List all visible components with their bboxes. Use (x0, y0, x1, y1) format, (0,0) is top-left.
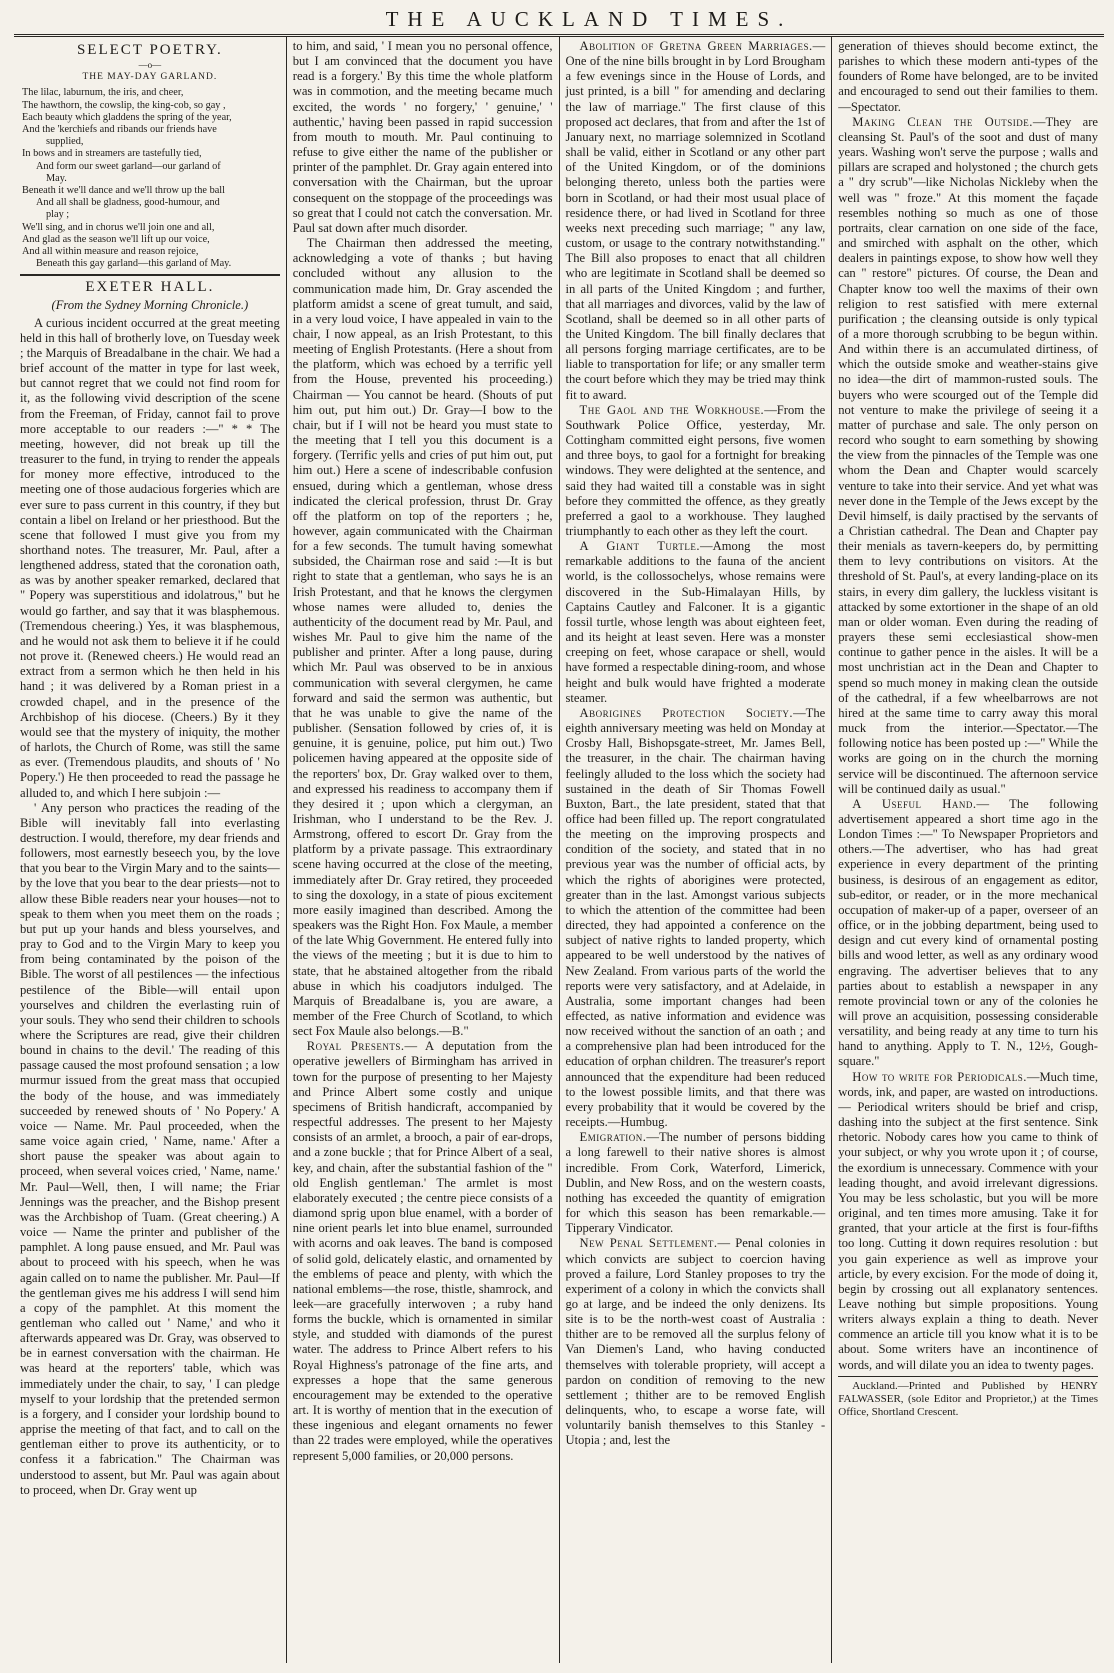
penal-settlement-article (566, 1236, 826, 1448)
periodicals-article (838, 1070, 1098, 1373)
imprint-divider (838, 1376, 1098, 1377)
aborigines-article (566, 706, 826, 1130)
aborigines-heading: Aborigines Protection Society. (579, 705, 794, 720)
gaol-workhouse-heading: The Gaol and the Workhouse. (579, 402, 765, 417)
poem-line: And glad as the season we'll lift up our voice, (22, 233, 210, 245)
gaol-workhouse-article (566, 403, 826, 539)
giant-turtle-heading: A Giant Turtle. (579, 539, 701, 554)
emigration-heading: Emigration. (579, 1130, 647, 1145)
aborigines-body: —The eighth anniversary meeting was held on Monday at Crosby Hall, Bishopsgate-street, Mr. James Bell, the treasurer, in the chair. The chairman having feelingly alluded to the loss which the society had sustained in the death of Sir Thomas Fowell Buxton, Bart., the late president, stated that that office had been filled up. The report congratulated the meeting on the improving prospects and condition of the society, and stated that in no previous year was the number of official acts, by which the rights of aborigines were protected, greater than in the last. Amongst various subjects to which the attention of the committee had been directed, they had appointed a conference on the subject of native rights to landed property, which appeared to be well understood by the natives of New Zealand. From various parts of the world the reports were very satisfactory, and at Adelaide, in Australia, some important changes had been effected, as native information and evidence was now received without the sanction of an oath ; and a comprehensive plan had been introduced for the education of orphan children. The treasurer's report announced that the expenditure had been reduced to the lowest possible limits, and that there was every probability that it would be covered by the receipts.—Humbug. (565, 705, 826, 1130)
gretna-green-heading: Abolition of Gretna Green Marriages. (579, 39, 813, 53)
emigration-body: —The number of persons bidding a long farewell to their native shores is almost incredible. From Cork, Waterford, Limerick, Dublin, and New Ross, and on the western coasts, nothing has exceeded the quantity of emigration for which this season has been remarkable.—Tipperary Vindicator. (565, 1130, 826, 1236)
making-clean-heading: Making Clean the Outside. (852, 114, 1033, 129)
poem-title: THE MAY-DAY GARLAND. (82, 72, 218, 83)
masthead: THE AUCKLAND TIMES. (385, 7, 793, 31)
column-2 (286, 37, 559, 1663)
poem-line: And all shall be gladness, good-humour, and (36, 197, 220, 209)
gaol-workhouse-body: —From the Southwark Police Office, yesterday, Mr. Cottingham committed eight persons, five women and three boys, to gaol for a fortnight for breaking windows. They were delighted at the sentence, and said they had waited till a constable was in sight before they committed the offence, as they greatly preferred a gaol to a workhouse. They laughed triumphantly to each other as they left the court. (565, 402, 826, 538)
exeter-hall-paragraph: A curious incident occurred at the great meeting held in this hall of brotherly love, on Tuesday week ; the Marquis of Breadalbane in the chair. We had a brief account of the matter in type for last week, but cannot regret that we could not find room for it, as the following vivid description of the scene from the Freeman, of Friday, cannot fail to prove more acceptable to our readers :—" * * The meeting, however, did not break up till the treasurer to the fund, in trying to render the appeals for money more effective, introduced to the meeting one of those audacious forgeries which are ever sure to pass current in this country, if they but contain a libel on Ireland or her priesthood. But the scene that followed I must give you from my shorthand notes. The treasurer, Mr. Paul, after a lengthened address, stated that the coronation oath, as was by another speaker remarked, declared that " Popery was superstitious and idolatrous," but he would go farther, and say that it was blasphemous. (Tremendous cheering.) Yes, it was blasphemous, and he would not ask them to believe it if he could not prove it. (Renewed cheers.) He would read an extract from a sermon which he then held in his hand ; it was delivered by a Roman priest in a crowded chapel, and in the presence of the Archbishop of his diocese. (Cheers.) By it they would see that the mystery of iniquity, the mother of harlots, the Church of Rome, was still the same as ever. (Tremendous plaudits, and shouts of ' No Popery.') He then proceeded to read the passage he alluded to, and which I here subjoin :— (20, 315, 280, 800)
poem-line: May. (46, 172, 67, 184)
poem-line: In bows and in streamers are tastefully tied, (22, 148, 202, 160)
poem-line: And form our sweet garland—our garland of (36, 160, 221, 172)
column-1 (14, 37, 286, 1663)
poetry-separator: —o— (138, 60, 162, 71)
royal-presents-heading: Royal Presents. (306, 1039, 405, 1054)
exeter-hall-continued: The Chairman then addressed the meeting, acknowledging a vote of thanks ; but having concluded without any allusion to the communication made him, Dr. Gray ascended the platform amidst a scene of great tumult, and said, in a very loud voice, I have appealed in vain to the chair, I now appeal, as an Irish Protestant, to this meeting of English Protestants. (Here a shout from the platform, which was echoed by a terrific yell from the House, prevented his proceeding.) Chairman — You cannot be heard. (Shouts of put him out, put him out.) Dr. Gray—I bow to the chair, but if I will not be heard you must state to the meeting that I tell you this document is a forgery. (Terrific yells and cries of put him out, put him out.) Here a scene of indescribable confusion ensued, during which a gentleman, whose dress indicated the clerical profession, thrust Dr. Gray off the platform on top of the reporters ; he, however, again communicated with the Chairman for a few seconds. The tumult having somewhat subsided, the Chairman rose and said :—It is but right to state that a gentleman, who says he is an Irish Protestant, and that he knows the clergymen whose names were alluded to, denies the authenticity of the document read by Mr. Paul, and wishes Mr. Paul to give him the name of the publisher and printer. After a long pause, during which Mr. Paul was observed to be in anxious communication with several clergymen, he came forward and said the sermon was authentic, but that he was unable to give the name of the publisher. (Sensation followed by cries of, it is genuine, it is genuine, police, put him out.) Two policemen having appeared at the opposite side of the reporters' box, Dr. Gray walked over to them, and expressed his readiness to accompany them if they desired it ; upon which a clergyman, an Irishman, who I understand to be the Rev. J. Armstrong, offered to escort Dr. Gray from the platform by a private passage. This extraordinary scene having occurred at the close of the meeting, immediately after Dr. Gray retired, they proceeded to sing the doxology, in a state of pious excitement more easily imagined than described. Among the speakers was the Right Hon. Fox Maule, a member of the late Whig Government. He entered fully into the views of the meeting ; but it is due to him to state, that he abstained altogether from the ribald abuse in which his coadjutors indulged. The Marquis of Breadalbane is, you are aware, a member of the Free Church of Scotland, to which sect Fox Maule also belongs.—B." (292, 236, 553, 1039)
useful-hand-article (838, 797, 1098, 1070)
poem-line: The hawthorn, the cowslip, the king-cob, so gay , (22, 99, 226, 111)
penal-settlement-heading: New Penal Settlement. (579, 1236, 718, 1251)
column-3 (559, 37, 832, 1663)
poem-line: We'll sing, and in chorus we'll join one and all, (22, 221, 215, 233)
making-clean-article (838, 115, 1098, 797)
columns (14, 37, 1104, 1663)
penal-settlement-continued: generation of thieves should become extinct, the parishes to which these modern anti-types of the founders of Rome have belonged, are to be invited and encouraged to send out their families to them.—Spectator. (838, 39, 1098, 114)
poem-line: Each beauty which gladdens the spring of the year, (22, 111, 232, 123)
poem-line: Beneath it we'll dance and we'll throw up the ball (22, 184, 226, 196)
exeter-hall-paragraph: ' Any person who practices the reading of the Bible will inevitably fall into everlasting destruction. I would, therefore, my dear friends and followers, most earnestly beseech you, by the love that you bear to the Virgin Mary and to the saints—by the love that you bear to the dear priests—not to allow these Bible readers near your houses—not to speak to them when you meet them on the roads ; but put up your hands and bless yourselves, and pray to God and to the Virgin Mary to keep you from being contaminated by the poison of the Bible. The worst of all pestilences — the infectious pestilence of the Bible—will entail upon yourselves and children the everlasting ruin of your souls. They who send their children to schools where the Scriptures are read, give their children bound in chains to the devil.' The reading of this passage caused the most profound sensation ; a low murmur issued from the great mass that occupied the body of the house, and was immediately succeeded by renewed shouts of ' No Popery.' A voice — Name. Mr. Paul proceeded, when the same voice again cried, ' Name, name.' After a short pause the speaker was about again to proceed, when several voices cried, ' Name, name.' Mr. Paul—Well, then, I will name; the Friar Jennings was the preacher, and the Bishop present was the Archbishop of Tuam. (Great cheering.) A voice — Name the printer and publisher of the pamphlet. A long pause ensued, and Mr. Paul was about to proceed with his speech, when he was again called on to name the publisher. Mr. Paul—If the gentleman gives me his address I will send him a copy of the pamphlet. At this moment the gentleman who called out ' Name,' and who it afterwards appeared was Dr. Gray, was observed to be in earnest conversation with the chairman. He was heard at the reporters' table, which was immediately under the chair, to say, ' I can pledge myself to your lordship that the pretended sermon is a forgery, and I consider your lordship bound to apprise the meeting of that fact, and to call on the gentleman either to prove its authenticity, or to confess it a fabrication." The Chairman was understood to assent, but Mr. Paul was again about to proceed, when Dr. Gray went up (20, 800, 280, 1497)
periodicals-body: —Much time, words, ink, and paper, are wasted on introductions. — Periodical writers should be brief and crisp, dashing into the subject at the first sentence. Sink rhetoric. Nobody cares how you came to think of your subject, or why you wrote upon it ; of course, the exordium is unnecessary. Commence with your leading thought, and avoid irrelevant digressions. You may be less scholastic, but you will be more original, and ten times more amusing. Take it for granted, that your article at the first is four-fifths too long. Cutting it down requires resolution : but you gain experience as well as improve your article, by every excision. For the mode of doing it, begin by crossing out all explanatory sentences. Leave nothing but simple propositions. Young writers always explain a thing to death. Never commence an article till you know what it is to be about. Some writers have an incontinence of words, and will dilate you an idea to twenty pages. (838, 1069, 1098, 1372)
giant-turtle-body: —Among the most remarkable additions to the fauna of the ancient world, is the collossochelys, whose remains were discovered in the Sub-Himalayan Hills, by Captains Cautley and Falconer. It is a gigantic fossil turtle, whose length was about eighteen feet, and its height at least seven. Here was a monster creeping on feet, whose carapace or shell, would have formed a respectable dining-room, and whose height and bulk would have frighted a moderate steamer. (565, 539, 826, 705)
useful-hand-body: — The following advertisement appeared a short time ago in the London Times :—" To Newspaper Proprietors and others.—The advertiser, who has had great experience in every department of the printing business, is desirous of an engagement as editor, sub-editor, or reader, or in the more mechanical occupation of maker-up of a paper, overseer of an office, or in the jobbing department, being used to design and cut every kind of ornamental posting bills and wood letter, as well as any ordinary wood engraving. The advertiser believes that to any parties about to establish a newspaper in any remote provincial town or any of the colonies he will prove an acquisition, possessing considerable versatility, and being ready at any time to turn his hand to anything. Apply to T. N., 12½, Gough-square." (838, 796, 1098, 1069)
imprint: Auckland.—Printed and Published by HENRY FALWASSER, (sole Editor and Proprietor,) at the Times Office, Shortland Crescent. (838, 1379, 1098, 1418)
royal-presents-article (293, 1039, 553, 1463)
royal-presents-body: — A deputation from the operative jewellers of Birmingham has arrived in town for the purpose of presenting to her Majesty and Prince Albert some costly and unique specimens of British handicraft, accompanied by respectful addresses. The present to her Majesty consists of an armlet, a brooch, a pair of ear-drops, and a zone buckle ; that for Prince Albert of a seal, key, and chain, after the substantial fashion of the " old English gentleman.' The armlet is most elaborately executed ; the centre piece consists of a diamond sprig upon blue enamel, with a border of nine orient pearls let into blue enamel, surrounded with acorns and oak leaves. The band is composed of solid gold, delicately elastic, and ornamented by the emblems of peace and plenty, with which the national emblems—the rose, thistle, shamrock, and leek—are gracefully interwoven ; a ruby hand forms the buckle, which is ornamented in similar style, and studded with diamonds of the purest water. The address to Prince Albert refers to his Royal Highness's patronage of the fine arts, and expresses a hope that the same generous encouragement may be extended to the operative art. It is worthy of mention that in the execution of these ingenious and elegant ornaments no fewer than 22 trades were employed, while the operatives represent 5,000 families, or 20,000 persons. (292, 1039, 553, 1463)
poem-line: The lilac, laburnum, the iris, and cheer, (22, 87, 184, 99)
poetry-section-title: SELECT POETRY. (76, 42, 223, 58)
exeter-hall-title: EXETER HALL. (85, 279, 215, 296)
poem-line: supplied, (46, 136, 84, 148)
poem-line: play ; (46, 209, 70, 221)
poem-line: And all within measure and reason rejoice, (22, 245, 199, 257)
exeter-hall-source: (From the Sydney Morning Chronicle.) (51, 297, 249, 312)
penal-settlement-body: — Penal colonies in which convicts are subject to coercion having proved a failure, Lord Stanley proposes to try the experiment of a colony in which the convicts shall go at large, and be indeed the only denizens. Its site is to be the north-west coast of Australia : thither are to be removed all the surplus felony of Van Diemen's Land, who having conducted themselves with tolerable propriety, will accept a pardon on condition of removing to the new settlement ; thither are to be removed English delinquents, who, to escape a worse fate, will voluntarily banish themselves to this Stanley - Utopia ; and, lest the (565, 1236, 826, 1448)
making-clean-body: —They are cleansing St. Paul's of the soot and dust of many years. Washing won't serve the purpose ; walls and pillars are scraped and holystoned ; the church gets a " dry scrub"—like Nicholas Nickleby when the well was " froze." At this moment the façade resembles nothing so much as one of those portraits, clear carnation on one side of the face, and smirched with asphalt on the other, which dealers in paintings expose, to show how well they can " restore" pictures. Of course, the Dean and Chapter know too well the maxims of their own religion to rest satisfied with mere external purification ; the cleansing outside is only typical of a more thorough scrubbing to be begun within. And within there is an accumulated dirtiness, of which the outside smoke and weather-stains give no idea—the dirt of mammon-rusted souls. The buyers who were scourged out of the Temple did not venture to make the privilege of seeing it a matter of purchase and sale. The only person on record who sought to earn something by showing the view from the pinnacles of the Temple was one whom the Dean and Chapter would scarcely venture to take into their service. And yet what was never done in the Temple of the Jews except by the Devil himself, is daily practised by the servants of a Christian cathedral. The Dean and Chapter pay their menials as tavern-keepers do, by permitting them to levy contributions on visitors. At the threshold of St. Paul's, at every landing-place on its stairs, in every dim gallery, the luckless visitant is attacked by some extortioner in the shape of an old man or older woman. Even during the reading of prayers these semi ecclesiastical show-men continue to gather pence in the aisles. It will be a most unchristian act in the Dean and Chapter to spend so much money in making clean the outside of the cathedral, if a few wheelbarrows are not hired at the same time to carry away this moral muck from the interior.—Spectator.—The following notice has been posted up :—" While the works are going on in the church the morning service will be discontinued. The afternoon service will be continued daily as usual." (838, 114, 1098, 796)
poem (22, 87, 280, 270)
gretna-green-body: —One of the nine bills brought in by Lord Brougham a few evenings since in the House of Lords, and just printed, is a bill " for amending and declaring the law of marriage." The first clause of this proposed act declares, that from and after the 1st of January next, no marriage solemnized in Scotland shall be valid, either in Scotland or any other part of the United Kingdom, or of the dominions belonging thereto, unless both the parties were born in Scotland, or had their most usual place of residence there, or had lived in Scotland for three weeks next preceding such marriage; " any law, custom, or usage to the contrary notwithstanding." The Bill also proposes to enact that all children who are legitimate in Scotland shall be deemed so in all parts of the United Kingdom ; and further, that all marriages and divorces, valid by the law of Scotland, shall be deemed so in all other parts of the United Kingdom. The bill finally declares that all persons forging marriage certificates, are to be liable to transportation for life; or any smaller term the court before which they may be tried may think fit to award. (565, 39, 826, 402)
column-4 (831, 37, 1104, 1663)
poem-line: And the 'kerchiefs and ribands our friends have (22, 123, 217, 135)
useful-hand-heading: A Useful Hand. (852, 796, 977, 811)
giant-turtle-article (566, 539, 826, 706)
section-divider (20, 274, 280, 276)
exeter-hall-continued: to him, and said, ' I mean you no personal offence, but I am convinced that the document you have read is a forgery.' By this time the whole platform was in commotion, and the meeting became much excited, the words ' no forgery,' ' genuine,' ' authentic,' having been passed in rapid succession from mouth to mouth. Mr. Paul continuing to refuse to give either the name of the publisher or printer of the pamphlet. Dr. Gray again entered into conversation with the Chairman, but the uproar consequent on the stoppage of the proceedings was so great that I could not catch the conversation. Mr. Paul sat down after much disorder. (292, 39, 553, 235)
emigration-article (566, 1130, 826, 1236)
poem-line: Beneath this gay garland—this garland of May. (36, 258, 232, 270)
periodicals-heading: How to write for Periodicals. (852, 1069, 1027, 1084)
gretna-green-article (566, 39, 826, 403)
